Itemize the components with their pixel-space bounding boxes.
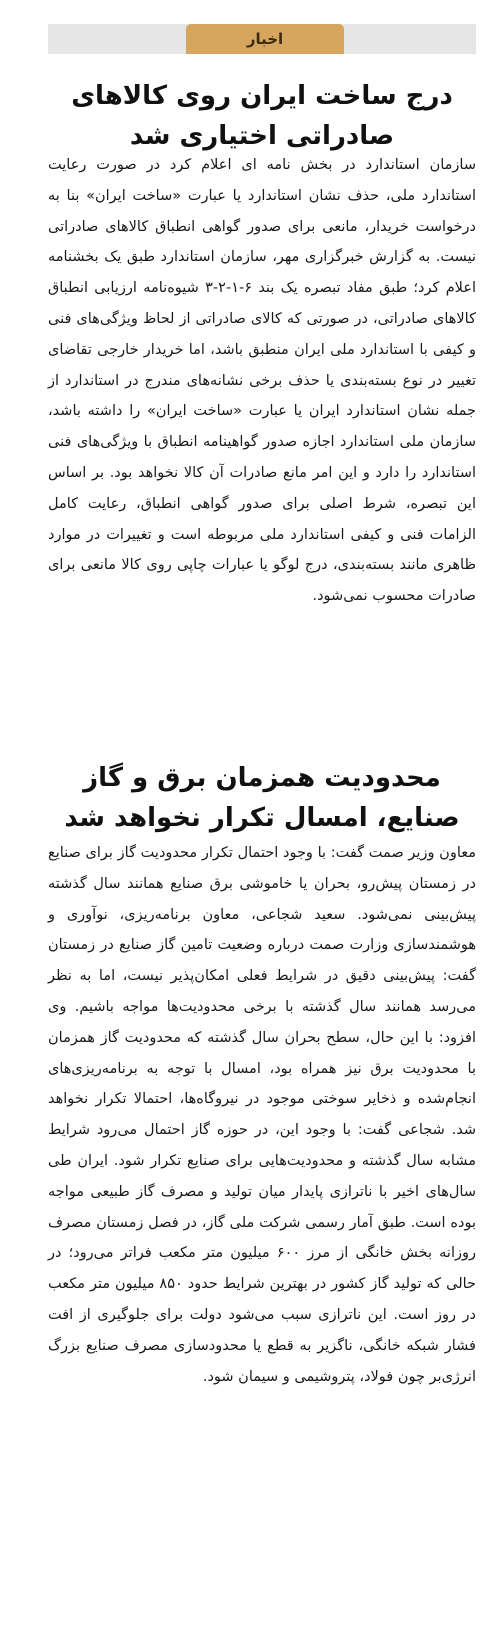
section-label: اخبار xyxy=(186,24,344,54)
article-1-title: درج ساخت ایران روی کالاهای صادراتی اختیاری شد xyxy=(71,81,453,151)
article-2-title: محدودیت همزمان برق و گاز صنایع، امسال تکرار نخواهد شد xyxy=(64,763,460,833)
article-2-body: معاون وزیر صمت گفت: با وجود احتمال تکرار محدودیت گاز برای صنایع در زمستان پیش‌رو، بحران یا خاموشی برق صنایع همانند سال گذشته پیش‌بینی نمی‌شود. سعید شجاعی، معاون برنامه‌ریزی، نوآوری و هوشمندسازی وزارت صمت درباره وضعیت تامین گاز صنایع در زمستان گفت: پیش‌بینی دقیق در شرایط فعلی امکان‌پذیر نیست، اما به نظر می‌رسد همانند سال گذشته با برخی محدودیت‌ها مواجه باشیم. وی افزود: با این حال، سطح بحران سال گذشته که محدودیت گاز همزمان با محدودیت برق نیز همراه بود، امسال با توجه به برنامه‌ریزی‌های انجام‌شده و ذخایر سوختی موجود در نیروگاه‌ها، احتمالا تکرار نخواهد شد. شجاعی گفت: با وجود این، در حوزه گاز احتمال می‌رود شرایط مشابه سال گذشته و محدودیت‌هایی برای صنایع تکرار شود. ایران طی سال‌های اخیر با ناترازی پایدار میان تولید و مصرف گاز طبیعی مواجه بوده است. طبق آمار رسمی شرکت ملی گاز، در فصل زمستان مصرف روزانه بخش خانگی از مرز ۶۰۰ میلیون متر مکعب فراتر می‌رود؛ در حالی که تولید گاز کشور در بهترین شرایط حدود ۸۵۰ میلیون متر مکعب در روز است. این ناترازی سبب می‌شود دولت برای جلوگیری از افت فشار شبکه خانگی، ناگزیر به قطع یا محدودسازی مصرف صنایع بزرگ انرژی‌بر چون فولاد، پتروشیمی و سیمان شود. xyxy=(48,845,476,1385)
article-1-body: سازمان استاندارد در بخش نامه ای اعلام کرد در صورت رعایت استاندارد ملی، حذف نشان استاندارد یا عبارت «ساخت ایران» بنا به درخواست خریدار، مانعی برای صدور گواهی انطباق کالاهای صادراتی نیست. به گزارش خبرگزاری مهر، سازمان استاندارد طبق یک بخشنامه اعلام کرد؛ طبق مفاد تبصره یک بند ۶-۱-۲-۳ شیوه‌نامه ارزیابی انطباق کالاهای صادراتی، در صورتی که کالای صادراتی از لحاظ ویژگی‌های فنی و کیفی با استاندارد ملی ایران منطبق باشد، اما خریدار خارجی تقاضای تغییر در نوع بسته‌بندی یا حذف برخی نشانه‌های مندرج در استاندارد از جمله نشان استاندارد ایران یا عبارت «ساخت ایران» را داشته باشد، سازمان ملی استاندارد اجازه صدور گواهینامه انطباق با ویژگی‌های فنی استاندارد را دارد و این امر مانع صادرات آن کالا نخواهد بود. بر اساس این تبصره، شرط اصلی برای صدور گواهی انطباق، رعایت کامل الزامات فنی و کیفی استاندارد ملی مربوطه است و تغییرات در موارد ظاهری مانند بسته‌بندی، درج لوگو یا عبارات چاپی روی کالا مانعی برای صادرات محسوب نمی‌شود. xyxy=(48,157,476,605)
